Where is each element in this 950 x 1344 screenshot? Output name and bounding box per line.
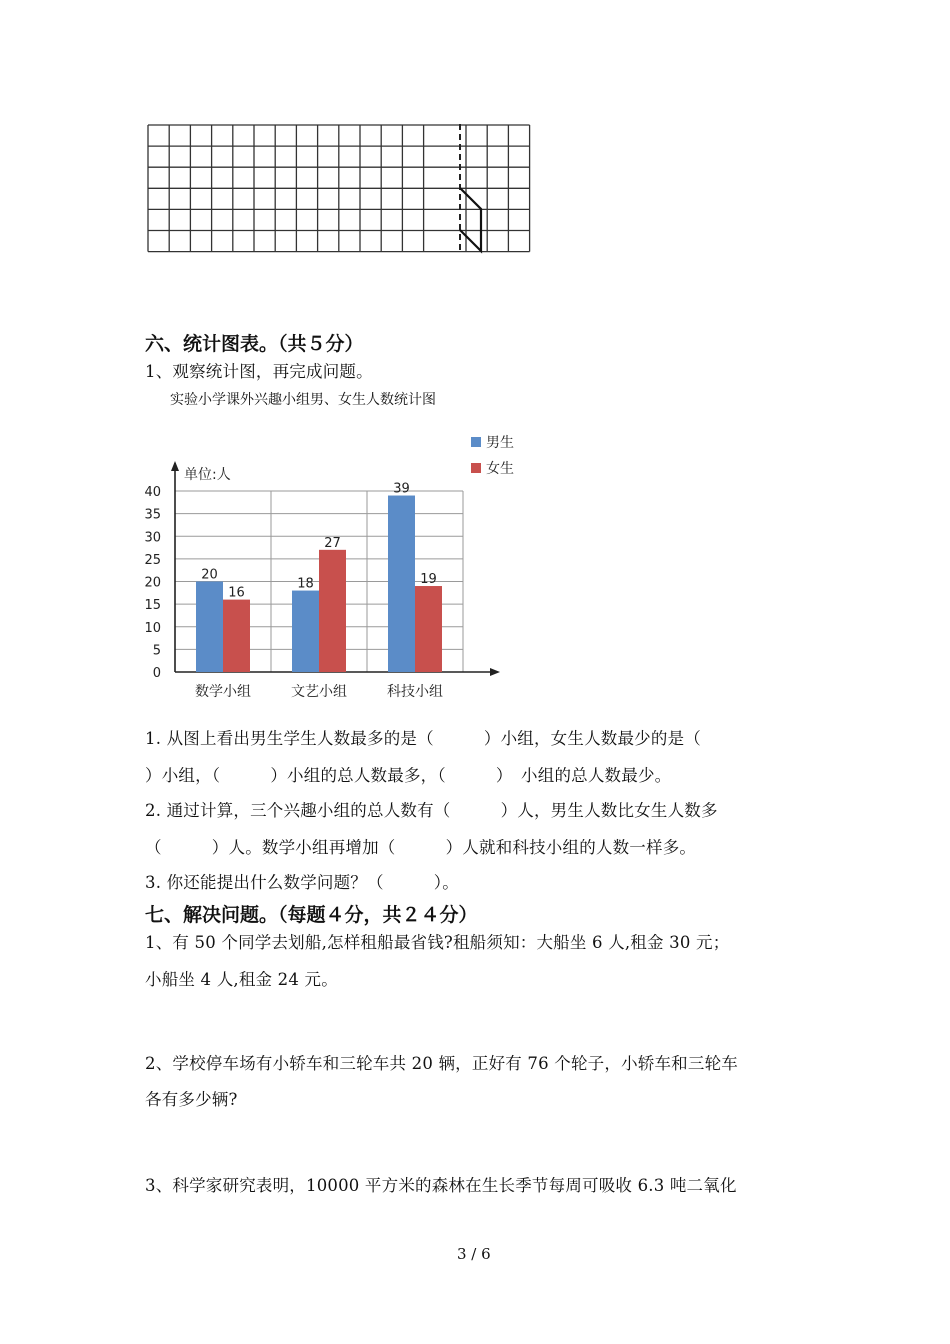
section6-line-1: 1. 从图上看出男生学生人数最多的是（ ）小组，女生人数最少的是（ <box>145 729 701 748</box>
page-number: 3 / 6 <box>457 1245 491 1263</box>
legend-label: 女生 <box>486 461 514 477</box>
legend-label: 男生 <box>486 435 514 451</box>
section7-line-3: 2、学校停车场有小轿车和三轮车共 20 辆，正好有 76 个轮子，小轿车和三轮车 <box>145 1054 738 1073</box>
section6-line-2: ）小组，（ ）小组的总人数最多，（ ） 小组的总人数最少。 <box>145 766 672 785</box>
y-axis-arrow <box>171 461 179 471</box>
section7-title: 七、解决问题。（每题４分，共２４分） <box>145 904 478 926</box>
bar-value-label: 39 <box>393 481 410 497</box>
category-label: 科技小组 <box>387 684 443 700</box>
section6-line-5: 3. 你还能提出什么数学问题？（ ）。 <box>145 873 459 892</box>
bar-value-label: 20 <box>201 567 218 583</box>
x-axis-arrow <box>490 668 500 676</box>
y-tick-label: 15 <box>144 598 161 614</box>
bar-chart <box>138 425 538 715</box>
y-tick-label: 40 <box>144 485 161 500</box>
bar-girls <box>415 586 442 672</box>
chart-unit-label: 单位:人 <box>184 467 231 483</box>
legend-swatch <box>471 437 481 447</box>
section7-line-1: 1、有 50 个同学去划船,怎样租船最省钱?租船须知：大船坐 6 人,租金 30 元； <box>145 933 730 952</box>
bar-value-label: 19 <box>420 572 437 588</box>
section6-title: 六、统计图表。（共５分） <box>145 333 364 355</box>
section7-line-2: 小船坐 4 人,租金 24 元。 <box>145 970 338 989</box>
category-label: 文艺小组 <box>291 684 347 700</box>
bar-boys <box>196 582 223 673</box>
section7-line-5: 3、科学家研究表明，10000 平方米的森林在生长季节每周可吸收 6.3 吨二氧化 <box>145 1176 737 1195</box>
y-tick-label: 10 <box>144 620 161 636</box>
y-tick-label: 25 <box>144 552 161 568</box>
y-tick-label: 30 <box>144 530 161 546</box>
legend-swatch <box>471 463 481 473</box>
bar-value-label: 18 <box>297 576 314 592</box>
section6-q1-intro: 1、观察统计图，再完成问题。 <box>145 362 373 381</box>
y-tick-label: 0 <box>152 666 161 681</box>
bar-value-label: 16 <box>228 585 245 601</box>
bar-value-label: 27 <box>324 535 341 551</box>
bar-boys <box>388 496 415 672</box>
bar-boys <box>292 591 319 672</box>
bar-girls <box>223 600 250 672</box>
section6-line-3: 2. 通过计算，三个兴趣小组的总人数有（ ）人，男生人数比女生人数多 <box>145 801 718 820</box>
y-tick-label: 20 <box>144 575 161 591</box>
category-label: 数学小组 <box>195 684 251 700</box>
chart-title: 实验小学课外兴趣小组男、女生人数统计图 <box>170 392 436 408</box>
section6-line-4: （ ）人。数学小组再增加（ ）人就和科技小组的人数一样多。 <box>145 838 697 857</box>
grid-figure <box>140 120 554 258</box>
section7-line-4: 各有多少辆? <box>145 1090 238 1109</box>
bar-girls <box>319 550 346 672</box>
half-shape-outline <box>460 188 481 251</box>
y-tick-label: 35 <box>144 507 161 523</box>
y-tick-label: 5 <box>152 643 161 659</box>
